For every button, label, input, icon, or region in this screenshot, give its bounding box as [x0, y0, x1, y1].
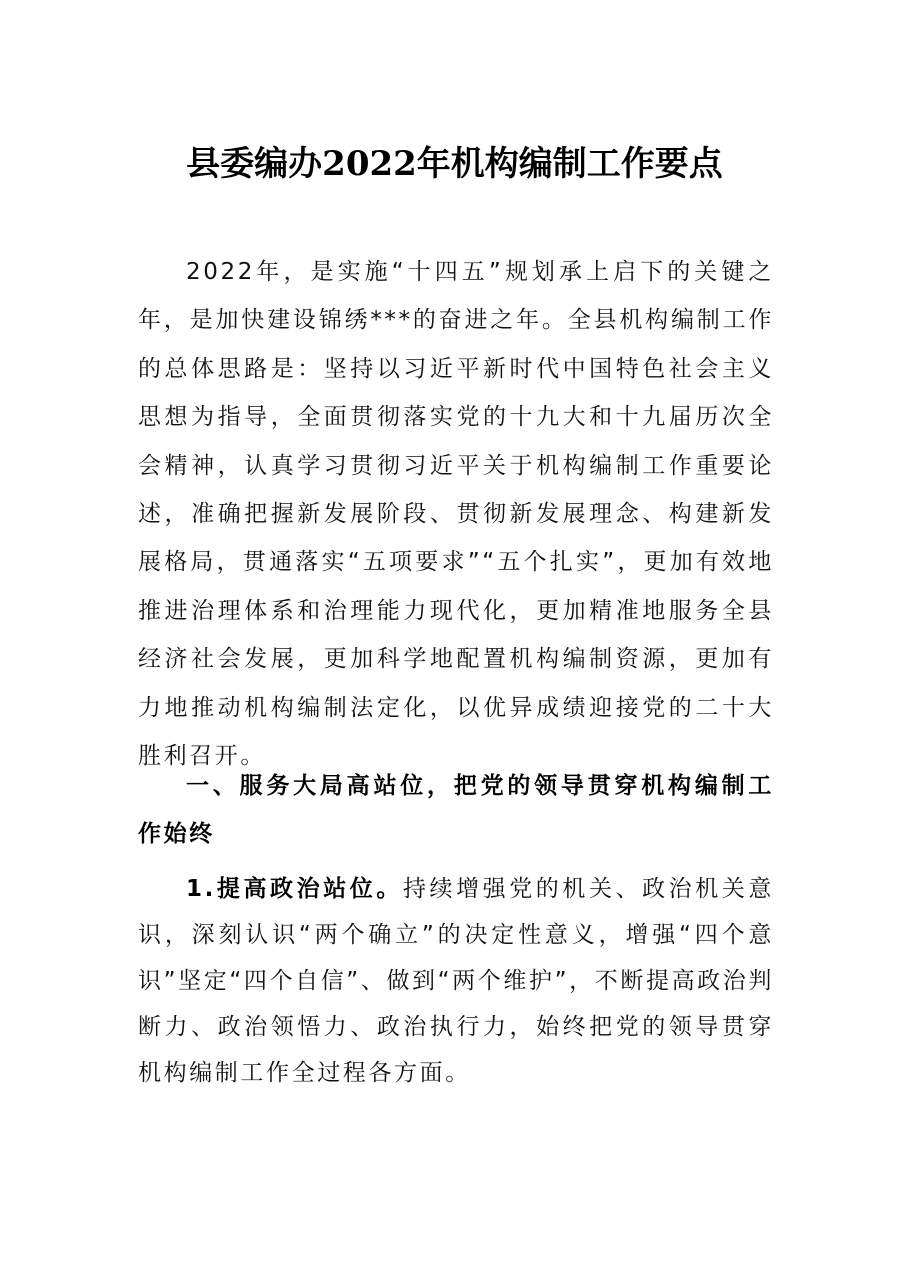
- item-1-lead: 1.提高政治站位。: [186, 876, 403, 902]
- section-1-heading: 一、服务大局高站位，把党的领导贯穿机构编制工作始终: [138, 773, 774, 847]
- section-1-item-1-paragraph: [138, 866, 774, 1096]
- item-1-text: 持续增强党的机关、政治机关意识，深刻认识“两个确立”的决定性意义，增强“四个意识”坚定“四个自信”、做到“两个维护”，不断提高政治判断力、政治领悟力、政治执行力，始终把党的领导贯穿机构编制工作全过程各方面。: [138, 876, 774, 1086]
- intro-paragraph: 2022年，是实施“十四五”规划承上启下的关键之年，是加快建设锦绣***的奋进之年。全县机构编制工作的总体思路是：坚持以习近平新时代中国特色社会主义思想为指导，全面贯彻落实党的十九大和十九届历次全会精神，认真学习贯彻习近平关于机构编制工作重要论述，准确把握新发展阶段、贯彻新发展理念、构建新发展格局，贯通落实“五项要求”“五个扎实”，更加有效地推进治理体系和治理能力现代化，更加精准地服务全县经济社会发展，更加科学地配置机构编制资源，更加有力地推动机构编制法定化，以优异成绩迎接党的二十大胜利召开。: [138, 259, 774, 770]
- document-title: 县委编办2022年机构编制工作要点: [186, 144, 723, 184]
